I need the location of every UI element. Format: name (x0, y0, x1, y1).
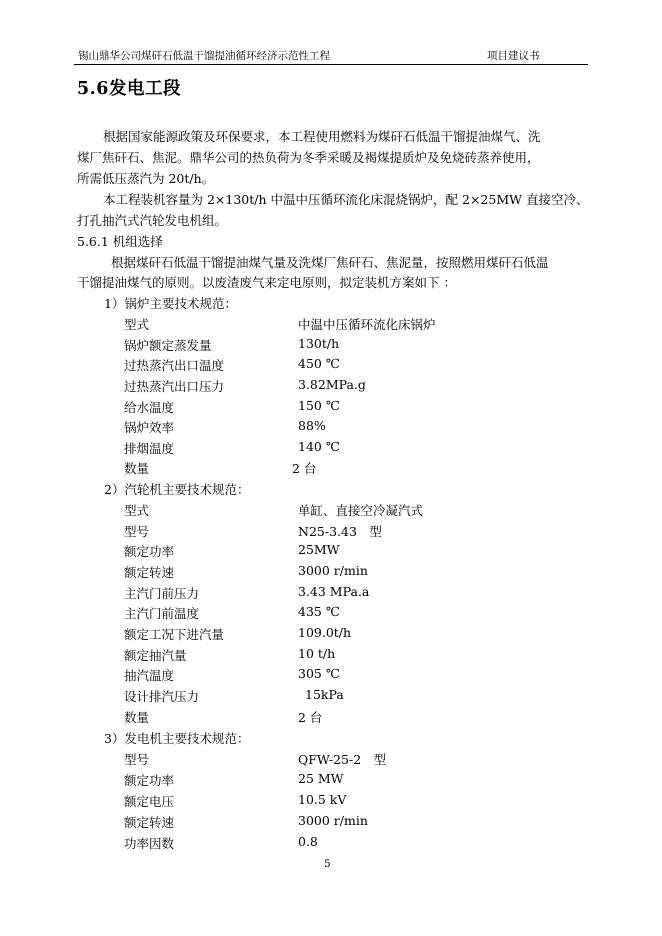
spec-label: 抽汽温度 (124, 668, 175, 683)
spec-label: 数量 (124, 461, 150, 476)
spec-value: 130t/h (298, 336, 340, 351)
boiler-heading: 1）锅炉主要技术规范： (104, 296, 237, 311)
capacity-line-1: 本工程装机容量为 2×130t/h 中温中压循环流化床混烧锅炉，配 2×25MW 直接空冷、 (103, 192, 589, 207)
spec-label: 过热蒸汽出口温度 (124, 358, 225, 373)
spec-label: 额定功率 (124, 773, 175, 788)
spec-value: QFW-25-2 型 (298, 752, 387, 767)
intro-line-1: 根据国家能源政策及环保要求，本工程使用燃料为煤矸石低温干馏提油煤气、洗 (103, 129, 541, 144)
header-title: 锡山鼎华公司煤矸石低温干馏提油循环经济示范性工程 (78, 50, 330, 62)
intro-line-3: 所需低压蒸汽为 20t/h。 (77, 171, 215, 186)
spec-value: 2 台 (298, 710, 323, 725)
spec-value: 中温中压循环流化床锅炉 (298, 317, 436, 332)
spec-value: 109.0t/h (298, 625, 352, 640)
spec-value: 3.82MPa.g (298, 377, 366, 392)
spec-label: 功率因数 (124, 836, 175, 851)
spec-label: 锅炉额定蒸发量 (124, 338, 212, 353)
spec-label: 额定电压 (124, 794, 175, 809)
spec-value: 88% (298, 418, 326, 433)
selection-line-2: 干馏提油煤气的原则。以废渣废气来定电原则，拟定装机方案如下 ： (77, 275, 456, 290)
spec-label: 型号 (124, 752, 150, 767)
spec-label: 锅炉效率 (124, 420, 175, 435)
header-doc-type: 项目建议书 (487, 50, 540, 62)
spec-label: 过热蒸汽出口压力 (124, 379, 225, 394)
subsection-title: 5.6.1 机组选择 (77, 234, 163, 249)
spec-value: 3.43 MPa.a (298, 584, 370, 599)
capacity-line-2: 打孔抽汽式汽轮发电机组。 (77, 213, 228, 228)
spec-label: 额定抽汽量 (124, 648, 187, 663)
spec-label: 给水温度 (124, 400, 175, 415)
spec-label: 主汽门前压力 (124, 586, 200, 601)
spec-value: 140 ℃ (298, 439, 340, 454)
spec-value: 435 ℃ (298, 604, 340, 619)
spec-label: 型号 (124, 524, 150, 539)
spec-value: 3000 r/min (298, 813, 368, 828)
spec-label: 额定转速 (124, 815, 175, 830)
section-title: 5.6发电工段 (77, 79, 181, 99)
spec-label: 型式 (124, 503, 150, 518)
spec-value: 150 ℃ (298, 398, 340, 413)
header-rule (74, 64, 588, 65)
spec-value: N25-3.43 型 (298, 524, 382, 539)
spec-value: 25 MW (298, 771, 344, 786)
turbine-heading: 2）汽轮机主要技术规范： (104, 482, 250, 497)
spec-value: 10 t/h (298, 646, 336, 661)
generator-heading: 3）发电机主要技术规范： (104, 731, 250, 746)
spec-value: 15kPa (305, 687, 344, 702)
selection-line-1: 根据煤矸石低温干馏提油煤气量及洗煤厂焦矸石、焦泥量，按照燃用煤矸石低温 (111, 255, 549, 270)
spec-value: 单缸、直接空冷凝汽式 (298, 503, 424, 518)
spec-value: 305 ℃ (298, 666, 340, 681)
spec-value: 0.8 (298, 834, 318, 849)
spec-label: 主汽门前温度 (124, 606, 200, 621)
spec-label: 排烟温度 (124, 441, 175, 456)
spec-label: 数量 (124, 710, 150, 725)
spec-label: 额定功率 (124, 544, 175, 559)
spec-value: 10.5 kV (298, 792, 347, 807)
spec-value: 450 ℃ (298, 356, 340, 371)
spec-label: 设计排汽压力 (124, 689, 200, 704)
page-number: 5 (324, 858, 331, 870)
spec-value: 25MW (298, 542, 340, 557)
spec-value: 2 台 (292, 461, 317, 476)
intro-line-2: 煤厂焦矸石、焦泥。鼎华公司的热负荷为冬季采暖及褐煤提质炉及免烧砖蒸养使用， (77, 150, 540, 165)
spec-label: 额定工况下进汽量 (124, 627, 225, 642)
spec-value: 3000 r/min (298, 563, 368, 578)
spec-label: 型式 (124, 317, 150, 332)
spec-label: 额定转速 (124, 565, 175, 580)
